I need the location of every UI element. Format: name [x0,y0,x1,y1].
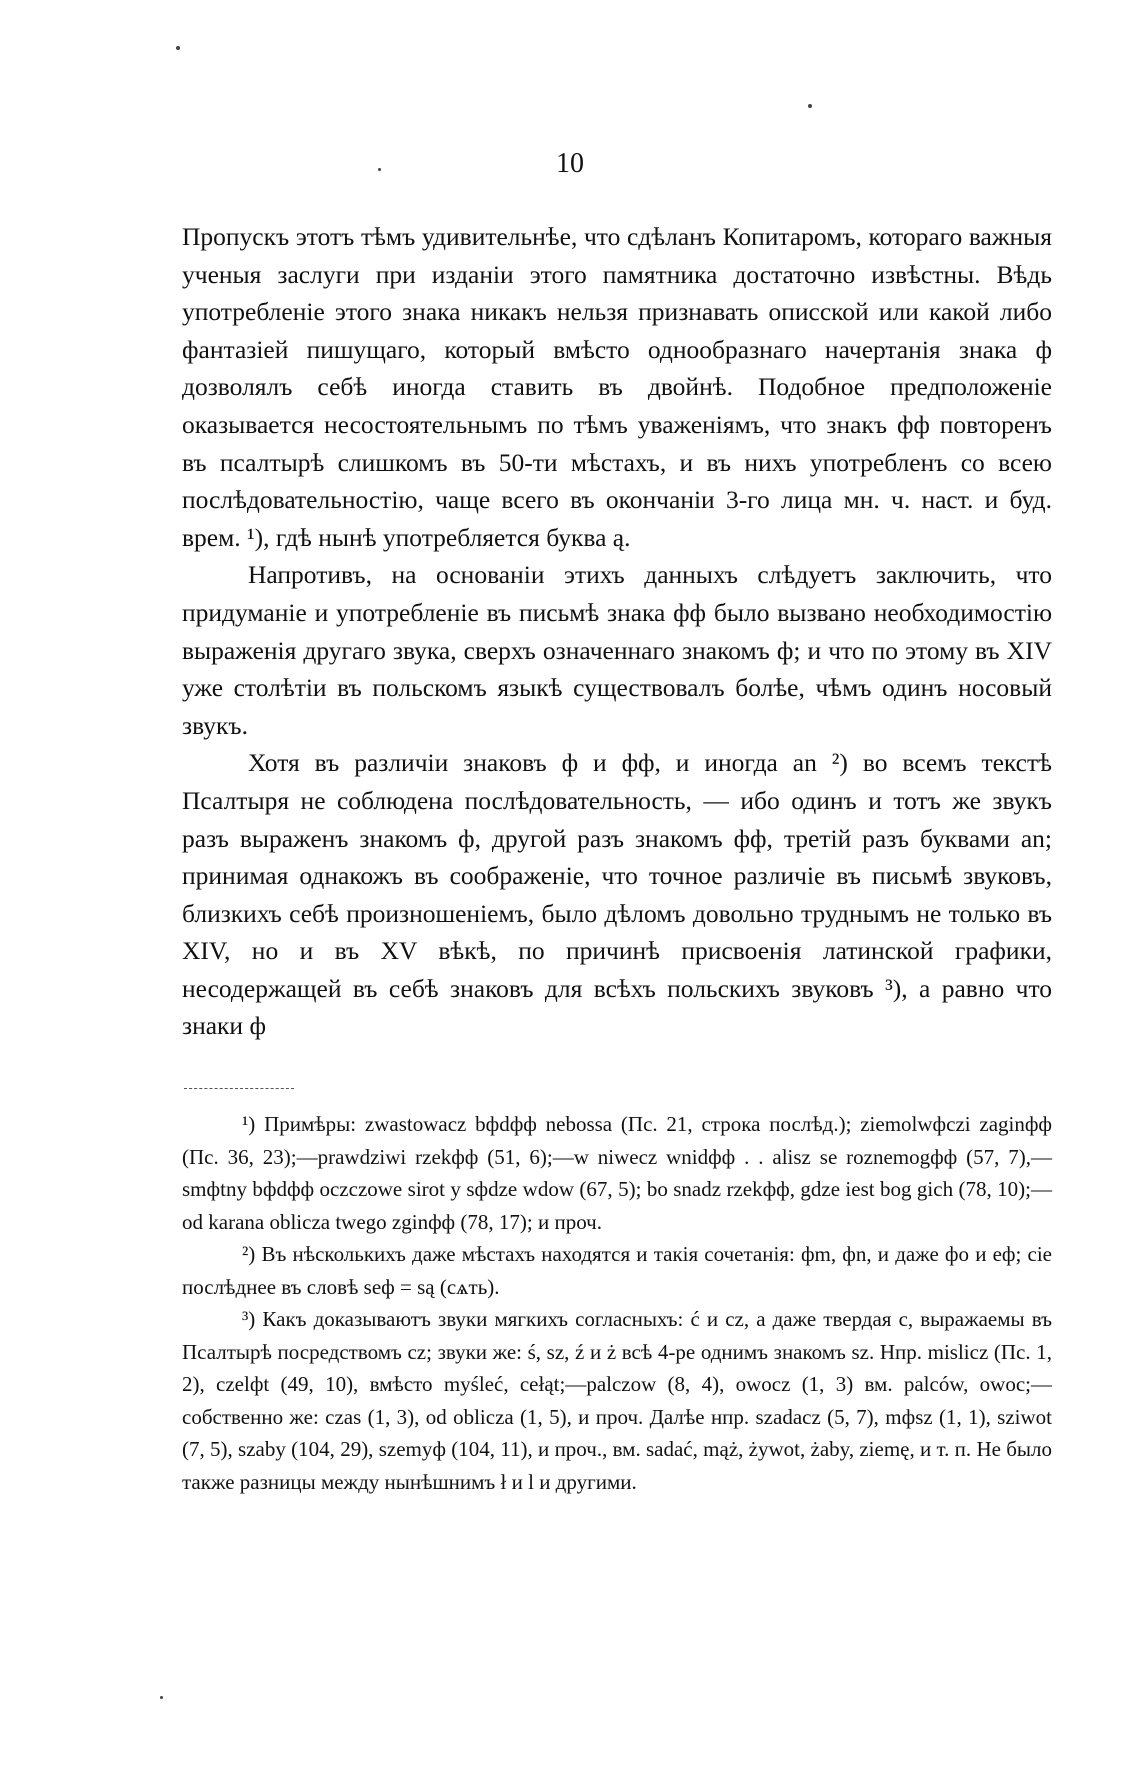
paragraph-1: Пропускъ этотъ тѣмъ удивительнѣе, что сдѣланъ Копитаромъ, котораго важныя ученыя заслуги при изданіи этого памятника достаточно извѣстны. Вѣдь употребленіе этого знака никакъ нельзя признавать описcкой или какой либо фантазiей пишущаго, который вмѣсто однообразнаго начертанія знака ф дозволялъ себѣ иногда ставить въ двойнѣ. Подобное предположенiе оказывается несостоятельнымъ по тѣмъ уваженіямъ, что знакъ фф повторенъ въ псалтырѣ слишкомъ въ 50-ти мѣстахъ, и въ нихъ употребленъ со всею послѣдовательностію, чаще всего въ окончаніи 3-го лица мн. ч. наст. и буд. врем. ¹), гдѣ нынѣ употребляется буква ą. [182,222,1052,552]
main-text [182,218,1052,1045]
paper-speck [176,46,180,50]
page-number: 10 [556,148,584,179]
footnote-3: ³) Какъ доказываютъ звуки мягкихъ согласныхъ: ć и cz, а даже твердая c, выражаемы въ Псалтырѣ посредствомъ cz; звуки же: ś, sz, ź и ż всѣ 4-ре однимъ знакомъ sz. Нпр. mislicz (Пс. 1, 2), czelфt (49, 10), вмѣсто myśleć, cełąt;—palczow (8, 4), owocz (1, 3) вм. palców, owoc;—собственно же: czas (1, 3), od oblicza (1, 5), и проч. Далѣе нпр. szadacz (5, 7), mфsz (1, 1), sziwot (7, 5), szaby (104, 29), szemyф (104, 11), и проч., вм. sadać, mąż, żywot, żaby, ziemę, и т. п. Не было также разницы между нынѣшнимъ ł и l и другими. [182,1307,1052,1494]
paragraph-3: Хотя въ различіи знаковъ ф и фф, и иногда an ²) во всемъ текстѣ Псалтыря не соблюдена послѣдовательность, — ибо одинъ и тотъ же звукъ разъ выраженъ знакомъ ф, другой разъ знакомъ фф, третій разъ буквами an; принимая однакожъ въ соображеніе, что точное различіе въ письмѣ звуковъ, близкихъ себѣ произношеніемъ, было дѣломъ довольно труднымъ не только въ XIV, но и въ XV вѣкѣ, по причинѣ присвоенія латинской графики, несодержащей въ себѣ знаковъ для всѣхъ польскихъ звуковъ ³), а равно что знаки ф [182,748,1052,1041]
footnote-divider [184,1088,294,1089]
paper-speck [160,1696,163,1699]
footnote-1: ¹) Примѣры: zwastowacz bфdфф nebossa (Пс. 21, строка послѣд.); ziemolwфczi zaginфф (Пс. 36, 23);—prawdziwi rzekфф (51, 6);—w niwecz wnidфф . . alisz se roznemogфф (57, 7),—smфtny bфdфф oczczowe sirot y sфdze wdow (67, 5); bo snadz rzekфф, gdze iest bog gich (78, 10);—od karana oblicza twego zginфф (78, 17); и проч. [182,1112,1052,1234]
paper-speck [808,104,812,108]
paragraph-2: Напротивъ, на основаніи этихъ данныхъ слѣдуетъ заключить, что придуманіе и употребленіе въ письмѣ знака фф было вызвано необходимостію выраженія другаго звука, сверхъ означеннаго знакомъ ф; и что по этому въ XIV уже столѣтіи въ польскомъ языкѣ существовалъ болѣе, чѣмъ одинъ носовый звукъ. [182,560,1052,740]
footnotes [182,1108,1052,1498]
footnote-2: ²) Въ нѣсколькихъ даже мѣстахъ находятся и такія сочетанія: фm, фn, и даже фo и eф; сіе послѣднее въ словѣ seф = są (сѧть). [182,1242,1052,1299]
